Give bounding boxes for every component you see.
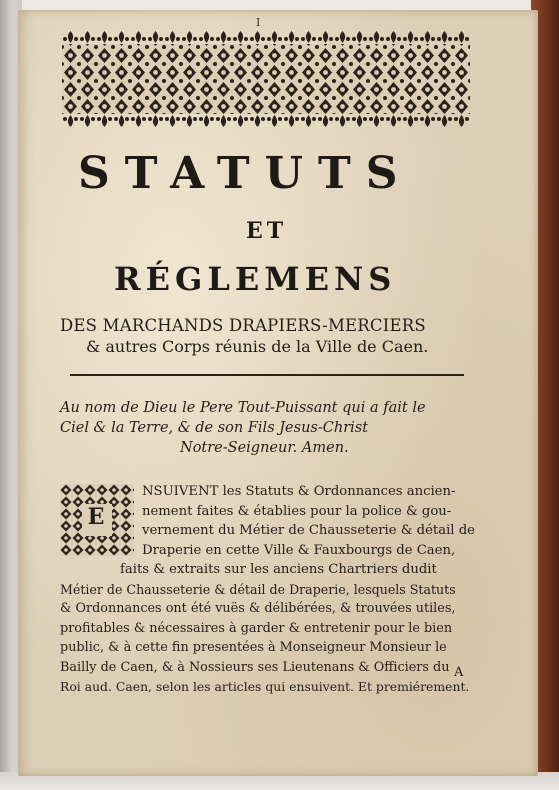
signature-mark: I	[256, 16, 261, 29]
drop-cap-letter: E	[84, 504, 108, 532]
body-line: Métier de Chausseterie & détail de Draperie, lesquels Statuts	[60, 581, 456, 597]
horizontal-rule	[70, 374, 464, 376]
body-line: profitables & nécessaires à garder & entretenir pour le bien	[60, 620, 453, 636]
body-line: Roi aud. Caen, selon les articles qui ensuivent. Et premiérement.	[60, 679, 470, 694]
invocation	[60, 398, 480, 458]
invocation-line: Notre-Seigneur. Amen.	[180, 440, 349, 456]
decorative-headpiece	[62, 30, 470, 128]
body-line: & Ordonnances ont été vuës & délibérées, & trouvées utiles,	[60, 601, 456, 616]
page-subtitle: RÉGLEMENS	[114, 260, 397, 298]
body-line: Draperie en cette Ville & Fauxbourgs de Caen,	[142, 542, 456, 558]
invocation-line: Au nom de Dieu le Pere Tout-Puissant qui a fait le	[60, 400, 426, 416]
body-line: Bailly de Caen, & à Nossieurs ses Lieutenans & Officiers du	[60, 659, 450, 675]
page-title: STATUTS	[78, 148, 413, 199]
description-line: & autres Corps réunis de la Ville de Caen.	[86, 337, 429, 356]
body-paragraph	[60, 482, 480, 697]
body-line: faits & extraits sur les anciens Chartriers dudit	[120, 562, 437, 577]
body-line: NSUIVENT les Statuts & Ordonnances ancien-	[142, 484, 456, 499]
body-line: vernement du Métier de Chausseterie & détail de	[142, 523, 475, 538]
body-line: nement faites & établies pour la police & gou-	[142, 503, 452, 519]
title-conjunction: ET	[246, 218, 288, 244]
body-line: public, & à cette fin presentées à Monseigneur Monsieur le	[60, 640, 447, 655]
catchword: A	[454, 665, 464, 680]
invocation-line: Ciel & la Terre, & de son Fils Jesus-Christ	[60, 420, 369, 436]
description-line: DES MARCHANDS DRAPIERS-MERCIERS	[60, 316, 426, 335]
